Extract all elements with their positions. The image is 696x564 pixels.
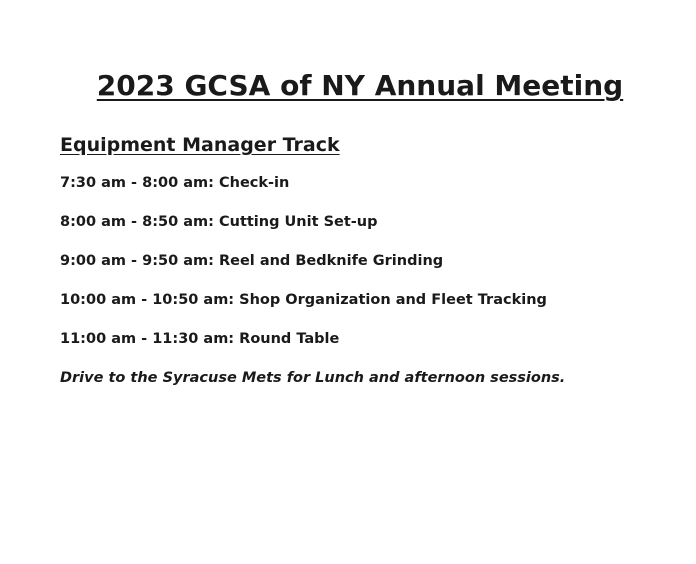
- schedule-item-grinding: 9:00 am - 9:50 am: Reel and Bedknife Grinding: [60, 253, 444, 269]
- schedule-item-cutting-unit: 8:00 am - 8:50 am: Cutting Unit Set-up: [60, 214, 378, 230]
- page-title: 2023 GCSA of NY Annual Meeting: [96, 69, 624, 102]
- schedule-item-round-table: 11:00 am - 11:30 am: Round Table: [60, 331, 340, 347]
- schedule-item-shop-organization: 10:00 am - 10:50 am: Shop Organization and Fleet Tracking: [60, 292, 547, 308]
- schedule-list: [60, 173, 680, 349]
- section-heading: Equipment Manager Track: [60, 134, 340, 156]
- closing-note: Drive to the Syracuse Mets for Lunch and afternoon sessions.: [60, 370, 566, 386]
- schedule-item-checkin: 7:30 am - 8:00 am: Check-in: [60, 175, 290, 191]
- track-section: [60, 131, 680, 388]
